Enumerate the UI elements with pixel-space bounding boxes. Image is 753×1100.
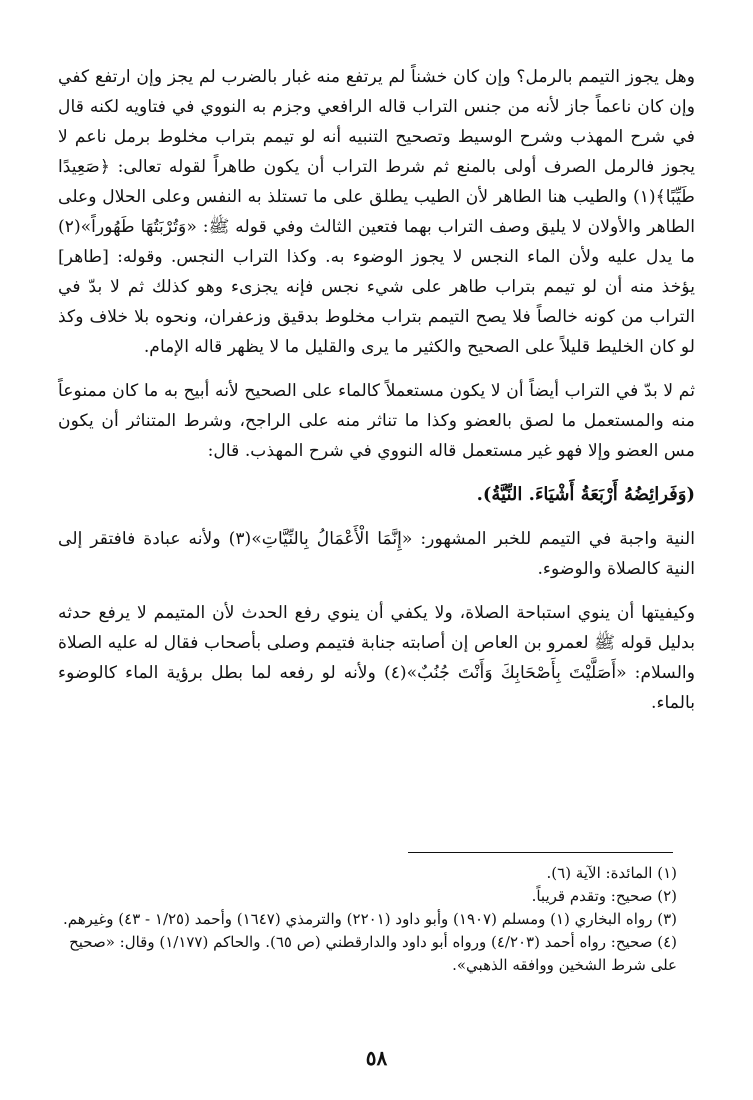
page-number: ٥٨	[365, 1046, 388, 1070]
matn-line: (وَفَرائِضُهُ أَرْبَعَةُ أَشْيَاءَ. النِّيَّةُ).	[476, 484, 695, 505]
footnote-3: (٣) رواه البخاري (١) ومسلم (١٩٠٧) وأبو داود (٢٢٠١) والترمذي (١٦٤٧) وأحمد (١/٢٥ - ٤٣) وغيرهم.	[62, 910, 677, 928]
footnote-divider	[408, 852, 673, 853]
paragraph-2: ثم لا بدّ في التراب أيضاً أن لا يكون مستعملاً كالماء على الصحيح لأنه أبيح به ما كان ممنوعاً منه والمستعمل ما لصق بالعضو وكذا ما تناثر منه على الراجح، وشرط المتناثر أن يكون مس العضو وإلا فهو غير مستعمل قاله النووي في شرح المهذب. قال:	[58, 381, 695, 461]
paragraph-1: وهل يجوز التيمم بالرمل؟ وإن كان خشناً لم يرتفع منه غبار بالضرب لم يجز وإن ارتفع كفي وإن كان ناعماً جاز لأنه من جنس التراب قاله الرافعي وجزم به النووي في فتاويه لكنه قال في شرح المهذب وشرح الوسيط وتصحيح التنبيه أنه لو تيمم بتراب مخلوط برمل ناعم لا يجوز فالرمل الصرف أولى بالمنع ثم شرط التراب أن يكون طاهراً لقوله تعالى: ﴿صَعِيدًا طَيِّبًا﴾(١) والطيب هنا الطاهر لأن الطيب يطلق على ما تستلذ به النفس وعلى الحلال وعلى الطاهر والأولان لا يليق وصف التراب بهما فتعين الثالث وفي قوله ﷺ: «وَتُرْبَتُهَا طَهُوراً»(٢) ما يدل عليه ولأن الماء النجس لا يجوز الوضوء به. وكذا التراب النجس. وقوله: [طاهر] يؤخذ منه أن لو تيمم بتراب طاهر على شيء نجس فإنه يجزىء وهو كذلك ثم لا بدّ في التراب من كونه خالصاً فلا يصح التيمم بتراب مخلوط بدقيق وزعفران، ونحوه بلا خلاف وكذ لو كان الخليط قليلاً على الصحيح والكثير ما يرى والقليل ما لا يظهر قاله الإمام.	[58, 67, 695, 357]
paragraph-3: النية واجبة في التيمم للخبر المشهور: «إِنَّمَا الْأَعْمَالُ بِالنِّيَّاتِ»(٣) ولأنه عبادة فافتقر إلى النية كالصلاة والوضوء.	[58, 529, 695, 579]
footnote-1: (١) المائدة: الآية (٦).	[546, 864, 677, 882]
paragraph-4: وكيفيتها أن ينوي استباحة الصلاة، ولا يكفي أن ينوي رفع الحدث لأن المتيمم لا يرفع حدثه بدليل قوله ﷺ لعمرو بن العاص إن أصابته جنابة فتيمم وصلى بأصحاب فقال له عليه الصلاة والسلام: «أَصَلَّيْتَ بِأَصْحَابِكَ وَأَنْتَ جُنُبٌ»(٤) ولأنه لو رفعه لما بطل برؤية الماء كالوضوء بالماء.	[58, 603, 696, 713]
footnote-4: (٤) صحيح: رواه أحمد (٤/٢٠٣) ورواه أبو داود والدارقطني (ص ٦٥). والحاكم (١/١٧٧) وقال: «صحيح على شرط الشخين ووافقه الذهبي».	[69, 933, 677, 974]
main-text	[58, 62, 695, 732]
footnotes	[58, 862, 677, 977]
footnote-2: (٢) صحيح: وتقدم قريباً.	[531, 887, 677, 905]
